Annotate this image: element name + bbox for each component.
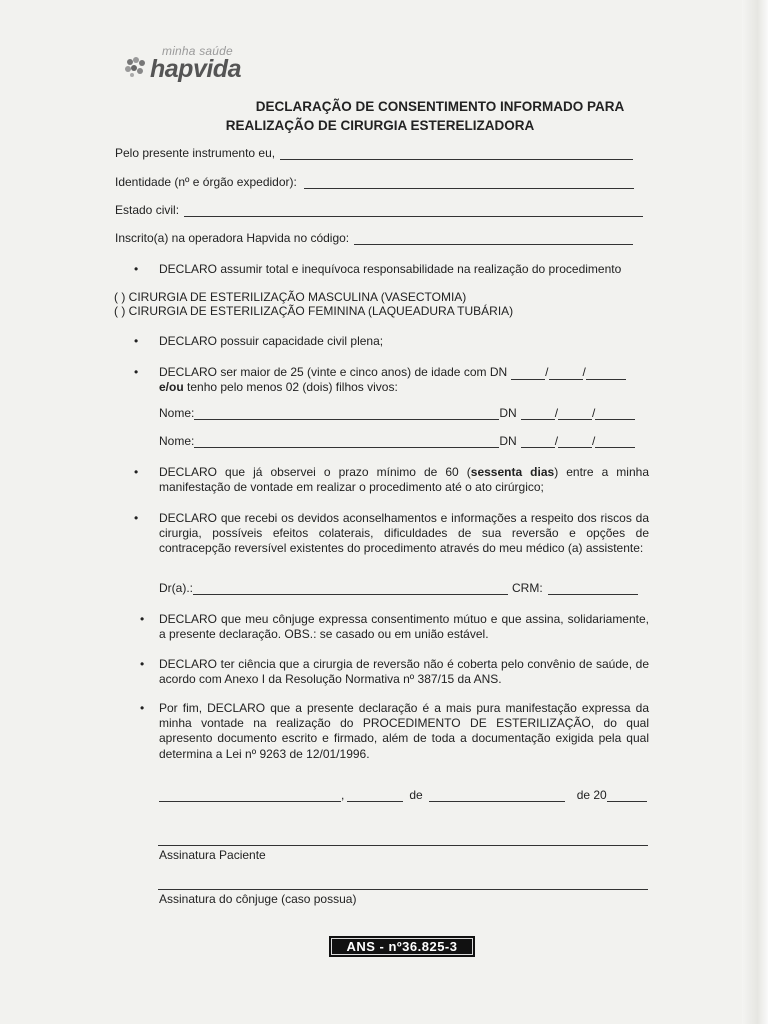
operator-code-label: Inscrito(a) na operadora Hapvida no código: bbox=[115, 231, 350, 245]
bullet: • bbox=[140, 657, 145, 671]
child-dn-month-line[interactable] bbox=[558, 407, 592, 420]
day-line[interactable] bbox=[347, 789, 403, 802]
crm-label: CRM: bbox=[512, 581, 543, 595]
child-dn-slash: / bbox=[592, 406, 596, 420]
name-label: Pelo presente instrumento eu, bbox=[115, 146, 276, 160]
operator-code-field bbox=[115, 231, 633, 245]
logo-tagline: minha saúde bbox=[162, 44, 233, 58]
bullet: • bbox=[134, 334, 139, 348]
option-tubal-ligation[interactable]: ( ) CIRURGIA DE ESTERILIZAÇÃO FEMININA (LAQUEADURA TUBÁRIA) bbox=[114, 304, 514, 318]
child-dn-slash: / bbox=[554, 406, 559, 420]
logo-brand: hapvida bbox=[150, 55, 241, 83]
hapvida-logo bbox=[122, 44, 282, 84]
doctor-row bbox=[159, 581, 638, 595]
dn-slash: / bbox=[582, 365, 586, 379]
child-dn-slash: / bbox=[554, 434, 559, 448]
declaration-advice-text: DECLARO que recebi os devidos aconselhamentos e informações a respeito dos riscos da cirurgia, possíveis efeitos colaterais, dificuldades de sua reversão e opções de contracepção reversível existentes do procedimento através do meu médico (a) assistente: bbox=[159, 511, 649, 556]
child-name-line[interactable] bbox=[194, 435, 499, 448]
declaration-final-text: Por fim, DECLARO que a presente declaração é a mais pura manifestação expressa da minha vontade na realização do PROCEDIMENTO DE ESTERILIZAÇÃO, do qual apresento documento escrito e firmado, além de toda a documentação exigida pela qual determina a Lei nº 9263 de 12/01/1996. bbox=[159, 701, 649, 761]
bullet: • bbox=[134, 511, 139, 525]
declaration-period-part-b: ) entre a minha manifestação de vontade em realizar o procedimento até o ato cirúrgico; bbox=[159, 465, 649, 495]
date-comma: , bbox=[341, 788, 345, 802]
month-line[interactable] bbox=[429, 789, 565, 802]
declaration-period-bold: sessenta dias bbox=[470, 465, 555, 479]
id-label: Identidade (nº e órgão expedidor): bbox=[115, 175, 297, 189]
child-row bbox=[159, 406, 635, 420]
dn-day-line[interactable] bbox=[511, 367, 545, 380]
name-input-line[interactable] bbox=[280, 147, 633, 160]
civil-status-input-line[interactable] bbox=[184, 204, 643, 217]
child-name-line[interactable] bbox=[194, 407, 499, 420]
declaration-age-text bbox=[159, 365, 659, 395]
patient-signature-line[interactable] bbox=[158, 845, 648, 846]
bullet: • bbox=[134, 365, 139, 379]
dn-slash: / bbox=[545, 365, 549, 379]
dn-year-line[interactable] bbox=[586, 367, 626, 380]
declaration-age-bold: e/ou bbox=[159, 380, 184, 395]
declaration-age-rest: tenho pelo menos 02 (dois) filhos vivos: bbox=[187, 380, 398, 395]
child-name-label: Nome: bbox=[159, 434, 195, 448]
date-de: de bbox=[409, 788, 423, 802]
child-dn-day-line[interactable] bbox=[521, 435, 555, 448]
declaration-spouse-text: DECLARO que meu cônjuge expressa consentimento mútuo e que assina, solidariamente, a presente declaração. OBS.: se casado ou em união estável. bbox=[159, 612, 649, 642]
spouse-signature-line[interactable] bbox=[158, 889, 648, 890]
civil-status-field bbox=[115, 203, 643, 217]
declaration-period-part-a: DECLARO que já observei o prazo mínimo de 60 ( bbox=[159, 465, 471, 479]
declaration-assume-text: DECLARO assumir total e inequívoca responsabilidade na realização do procedimento bbox=[159, 262, 622, 276]
child-dn-label: DN bbox=[499, 434, 517, 448]
child-name-label: Nome: bbox=[159, 406, 195, 420]
city-line[interactable] bbox=[159, 789, 341, 802]
bullet: • bbox=[134, 465, 139, 479]
option-vasectomy[interactable]: ( ) CIRURGIA DE ESTERILIZAÇÃO MASCULINA (VASECTOMIA) bbox=[114, 290, 467, 304]
declaration-reversal-text: DECLARO ter ciência que a cirurgia de reversão não é coberta pelo convênio de saúde, de acordo com Anexo I da Resolução Normativa nº 387/15 da ANS. bbox=[159, 657, 649, 687]
civil-status-label: Estado civil: bbox=[115, 203, 180, 217]
child-dn-year-line[interactable] bbox=[595, 407, 635, 420]
declaration-period-text bbox=[159, 465, 649, 495]
title-line-2: REALIZAÇÃO DE CIRURGIA ESTERELIZADORA bbox=[225, 118, 535, 133]
declaration-capacity-text: DECLARO possuir capacidade civil plena; bbox=[159, 334, 384, 348]
ans-registration-badge bbox=[329, 936, 475, 957]
child-dn-month-line[interactable] bbox=[558, 435, 592, 448]
doctor-name-line[interactable] bbox=[193, 582, 508, 595]
crm-line[interactable] bbox=[548, 582, 638, 595]
child-dn-day-line[interactable] bbox=[521, 407, 555, 420]
id-field bbox=[115, 175, 634, 189]
dn-month-line[interactable] bbox=[549, 367, 583, 380]
ans-registration-text: ANS - nº36.825-3 bbox=[331, 938, 473, 955]
name-field bbox=[115, 146, 633, 160]
child-dn-year-line[interactable] bbox=[595, 435, 635, 448]
flower-icon bbox=[122, 56, 150, 78]
scan-edge bbox=[742, 0, 768, 1024]
year-line[interactable] bbox=[607, 789, 647, 802]
bullet: • bbox=[140, 701, 145, 715]
child-row bbox=[159, 434, 635, 448]
title-line-1: DECLARAÇÃO DE CONSENTIMENTO INFORMADO PARA bbox=[255, 99, 625, 114]
declaration-age-line1: DECLARO ser maior de 25 (vinte e cinco anos) de idade com DN bbox=[159, 365, 508, 379]
spouse-signature-label: Assinatura do cônjuge (caso possua) bbox=[159, 892, 357, 906]
id-input-line[interactable] bbox=[304, 176, 634, 189]
operator-code-input-line[interactable] bbox=[354, 232, 633, 245]
bullet: • bbox=[134, 262, 139, 276]
doctor-label: Dr(a).: bbox=[159, 581, 193, 595]
child-dn-slash: / bbox=[592, 434, 596, 448]
patient-signature-label: Assinatura Paciente bbox=[159, 848, 266, 862]
bullet: • bbox=[140, 612, 145, 626]
date-de-20: de 20 bbox=[576, 788, 607, 802]
child-dn-label: DN bbox=[499, 406, 517, 420]
date-place-row bbox=[159, 788, 647, 802]
